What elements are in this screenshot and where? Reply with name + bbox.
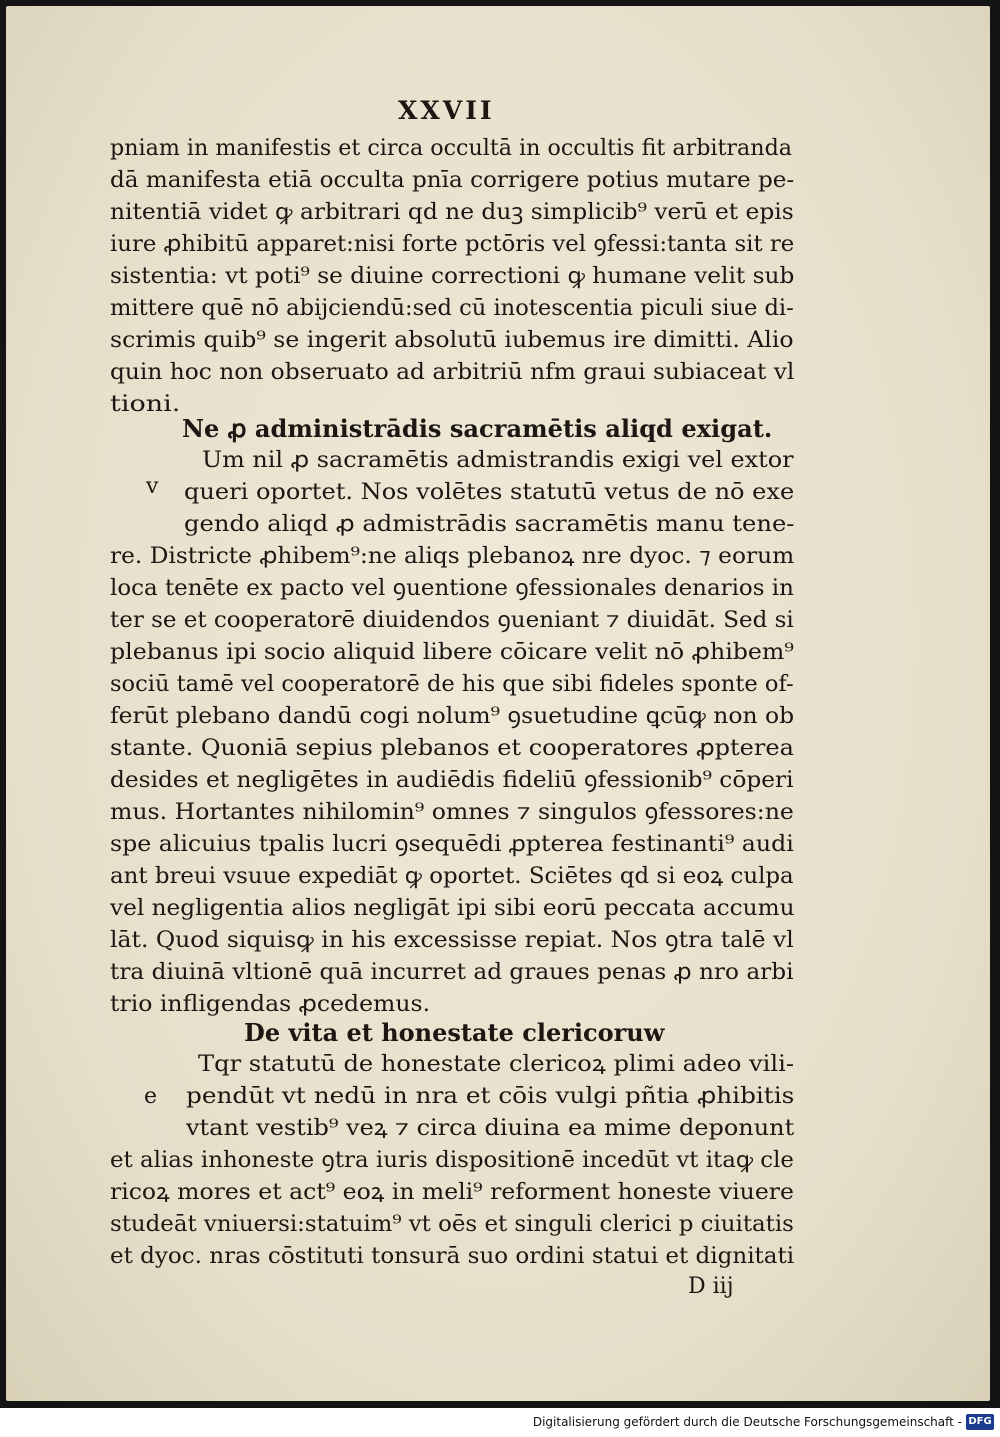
text-line: re. Districte ꝓhibem⁹:ne aliqs plebanoꝝ nre dyoc. ⁊ eorum	[110, 544, 795, 569]
text-line: sistentia: vt poti⁹ se diuine correctioni ꝙ humane velit sub	[110, 264, 795, 289]
text-line: vel negligentia alios negligāt ipi sibi eorū peccata accumu	[110, 896, 795, 921]
text-line: gendo aliqd ꝓ admistrādis sacramētis manu tene-	[184, 512, 795, 537]
text-line: ricoꝝ mores et act⁹ eoꝝ in meli⁹ reforment honeste viuere	[110, 1180, 794, 1205]
text-line: studeāt vniuersi:statuim⁹ vt oēs et singuli clerici p ciuitatis	[110, 1212, 794, 1237]
text-line: lāt. Quod siquisꝙ in his excessisse repiat. Nos ꝯtra talē vl	[110, 928, 794, 953]
footer-text: Digitalisierung gefördert durch die Deutsche Forschungsgemeinschaft -	[532, 1415, 962, 1429]
text-line: ant breui vsuue expediāt ꝙ oportet. Sciētes qd si eoꝝ culpa	[110, 864, 794, 889]
initial-letter: e	[144, 1084, 158, 1109]
dfg-logo: DFG	[966, 1414, 994, 1430]
text-line: et alias inhoneste ꝯtra iuris dispositionē incedūt vt itaꝙ cle	[110, 1148, 794, 1173]
text-line: loca tenēte ex pacto vel ꝯuentione ꝯfessionales denarios in	[110, 576, 794, 601]
text-line: Um nil ꝓ sacramētis admistrandis exigi vel extor	[202, 448, 794, 473]
section-heading: Ne ꝓ administrādis sacramētis aliqd exigat.	[182, 414, 773, 443]
text-line: et dyoc. nras cōstituti tonsurā suo ordini statui et dignitati	[110, 1244, 795, 1269]
text-line: mus. Hortantes nihilomin⁹ omnes ⁊ singulos ꝯfessores:ne	[110, 800, 794, 825]
text-line: ferūt plebano dandū cogi nolum⁹ ꝯsuetudine ꝗcūꝙ non ob	[110, 704, 795, 729]
text-line: sociū tamē vel cooperatorē de his que sibi fideles sponte of-	[110, 672, 794, 697]
text-line: mittere quē nō abijciendū:sed cū inotescentia piculi siue di-	[110, 296, 794, 321]
text-line: stante. Quoniā sepius plebanos et cooperatores ꝓpterea	[110, 736, 794, 761]
text-line: iure ꝓhibitū apparet:nisi forte pctōris vel ꝯfessi:tanta sit re	[110, 232, 795, 257]
text-line: desides et negligētes in audiēdis fideliū ꝯfessionib⁹ cōperi	[110, 768, 794, 793]
text-line: scrimis quib⁹ se ingerit absolutū iubemus ire dimitti. Alio	[110, 328, 794, 353]
footer-bar	[0, 1408, 1000, 1437]
book-page	[6, 6, 990, 1401]
page-header: XXVII	[398, 96, 495, 125]
text-line: Tqr statutū de honestate clericoꝝ plimi adeo vili-	[198, 1052, 795, 1077]
text-line: dā manifesta etiā occulta pnīa corrigere potius mutare pe-	[110, 168, 795, 193]
text-line: plebanus ipi socio aliquid libere cōicare velit nō ꝓhibem⁹	[110, 640, 794, 665]
text-line: quin hoc non obseruato ad arbitriū nfm graui subiaceat vl	[110, 360, 795, 385]
text-line: vtant vestib⁹ veꝝ ⁊ circa diuina ea mime deponunt	[186, 1116, 795, 1141]
text-line: pniam in manifestis et circa occultā in occultis fit arbitranda	[110, 136, 793, 161]
text-line: nitentiā videt ꝙ arbitrari qd ne duꝫ simplicib⁹ verū et epis	[110, 200, 794, 225]
signature-mark: D iij	[688, 1274, 734, 1299]
text-line: trio infligendas ꝓcedemus.	[110, 992, 431, 1017]
text-line: tioni.	[110, 392, 181, 417]
text-line: queri oportet. Nos volētes statutū vetus de nō exe	[184, 480, 795, 505]
initial-letter: v	[146, 474, 159, 499]
text-line: ter se et cooperatorē diuidendos ꝯueniant ⁊ diuidāt. Sed si	[110, 608, 794, 633]
section-heading: De vita et honestate clericoruw	[244, 1018, 665, 1047]
text-line: spe alicuius tpalis lucri ꝯsequēdi ꝓpterea festinanti⁹ audi	[110, 832, 794, 857]
text-line: pendūt vt nedū in nra et cōis vulgi pñtia ꝓhibitis	[186, 1084, 795, 1109]
text-line: tra diuinā vltionē quā incurret ad graues penas ꝓ nro arbi	[110, 960, 794, 985]
